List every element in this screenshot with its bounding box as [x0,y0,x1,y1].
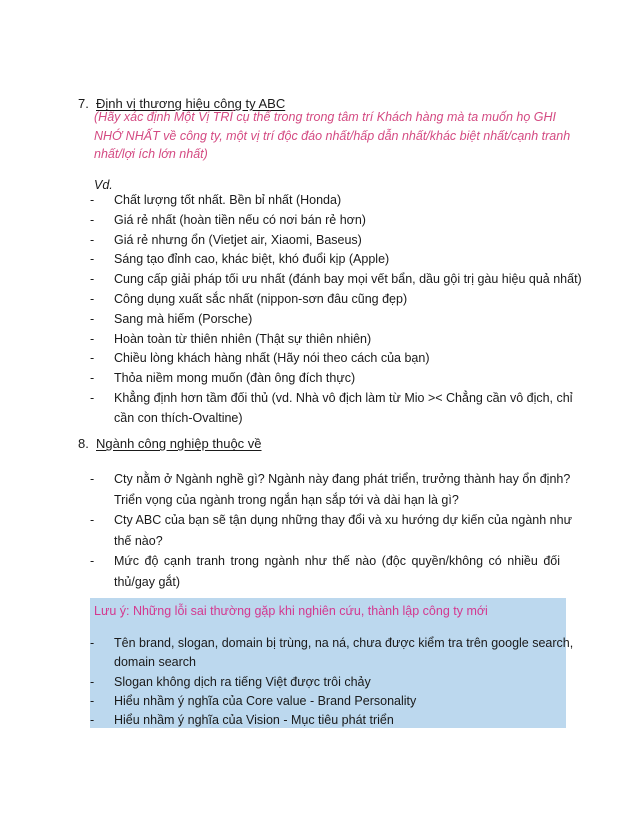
list-item-text: domain search [114,655,196,670]
bullet-dash: - [90,232,95,247]
list-item-text: thế nào? [114,533,163,548]
list-item-text: Sang mà hiếm (Porsche) [114,311,253,326]
bullet-dash: - [90,311,95,326]
list-item [90,369,582,389]
list-item [90,692,573,711]
list-item-text: Triển vọng của ngành trong ngắn hạn sắp tới và dài hạn là gì? [114,492,459,507]
list-item-text: Giá rẻ nhưng ổn (Vietjet air, Xiaomi, Baseus) [114,232,362,247]
note-line: (Hãy xác định Một Vị TRÍ cụ thể trong trong tâm trí Khách hàng mà ta muốn họ GHI [94,110,557,124]
list-item-text: Công dụng xuất sắc nhất (nippon-sơn đâu cũng đẹp) [114,291,408,306]
list-item [90,711,573,730]
list-item [90,290,582,310]
list-item-text: Chiều lòng khách hàng nhất (Hãy nói theo cách của bạn) [114,351,430,366]
bullet-dash: - [90,554,95,568]
list-item-text: Hoàn toàn từ thiên nhiên (Thật sự thiên nhiên) [114,331,372,346]
list-item-text: Chất lượng tốt nhất. Bền bỉ nhất (Honda) [114,193,342,207]
list-item-text: Hiểu nhầm ý nghĩa của Vision - Mục tiêu phát triển [114,713,394,728]
bullet-dash: - [90,513,95,527]
list-item [90,211,582,231]
bullet-dash: - [90,291,95,306]
list-item [90,270,582,290]
section-7-title: Định vị thương hiệu công ty ABC [96,96,286,111]
list-item-text: Mức độ cạnh tranh trong ngành như thế nào (độc quyền/không có nhiều đối [114,554,560,568]
bullet-dash: - [90,371,95,386]
bullet-dash: - [90,252,95,267]
list-item-text: Khẳng định hơn tầm đối thủ (vd. Nhà vô địch làm từ Mio >< Chẳng cần vô địch, chỉ [114,390,573,405]
list-item-text: Slogan không dịch ra tiếng Việt được trôi chảy [114,674,371,689]
callout-title: Lưu ý: Những lỗi sai thường gặp khi nghiên cứu, thành lập công ty mới [94,604,488,618]
list-item-text: Cty ABC của bạn sẽ tận dụng những thay đổi và xu hướng dự kiến của ngành như [114,513,572,527]
list-item [90,510,572,551]
list-item [90,673,573,692]
section-8-heading [78,435,262,453]
bullet-dash: - [90,272,95,287]
list-item [90,191,582,211]
list-item-text: Giá rẻ nhất (hoàn tiền nếu có nơi bán rẻ hơn) [114,212,366,227]
positioning-examples-list [90,191,582,429]
bullet-dash: - [90,390,95,405]
list-item [90,330,582,350]
bullet-dash: - [90,331,95,346]
list-item-text: Cung cấp giải pháp tối ưu nhất (đánh bay mọi vết bẩn, dầu gội trị gàu hiệu quả nhất) [114,272,582,287]
list-item-text: Cty nằm ở Ngành nghề gì? Ngành này đang phát triển, trưởng thành hay ổn định? [114,472,571,486]
bullet-dash: - [90,713,95,728]
list-item [90,231,582,251]
list-item-text: Thỏa niềm mong muốn (đàn ông đích thực) [114,371,356,386]
list-item-text: thủ/gay gắt) [114,574,181,589]
list-item-text: Sáng tạo đỉnh cao, khác biệt, khó đuổi kịp (Apple) [114,252,390,267]
bullet-dash: - [90,693,95,708]
list-item [90,310,582,330]
bullet-dash: - [90,351,95,366]
list-item [90,389,582,429]
list-item [90,349,582,369]
bullet-dash: - [90,636,95,650]
section-7-instruction-note [94,108,571,164]
bullet-dash: - [90,472,95,486]
section-8-number: 8. [78,436,89,451]
bullet-dash: - [90,674,95,689]
section-8-title: Ngành công nghiệp thuộc về [96,436,262,451]
example-label: Vd. [94,178,113,192]
bullet-dash: - [90,212,95,227]
list-item [90,634,573,673]
industry-questions-list [90,469,572,592]
common-mistakes-list [90,634,573,730]
note-line: NHỚ NHẤT về công ty, một vị trí độc đáo nhất/hấp dẫn nhất/khác biệt nhất/cạnh tranh [94,128,571,143]
note-line: nhất/lợi ích lớn nhất) [94,147,208,161]
bullet-dash: - [90,193,95,207]
list-item [90,469,571,510]
list-item-text: cần con thích-Ovaltine) [114,410,243,425]
list-item [90,250,582,270]
section-7-number: 7. [78,96,89,111]
list-item [90,551,560,592]
list-item-text: Hiểu nhầm ý nghĩa của Core value - Brand Personality [114,693,417,708]
list-item-text: Tên brand, slogan, domain bị trùng, na ná, chưa được kiểm tra trên google search, [114,636,574,650]
common-mistakes-callout [90,598,574,728]
